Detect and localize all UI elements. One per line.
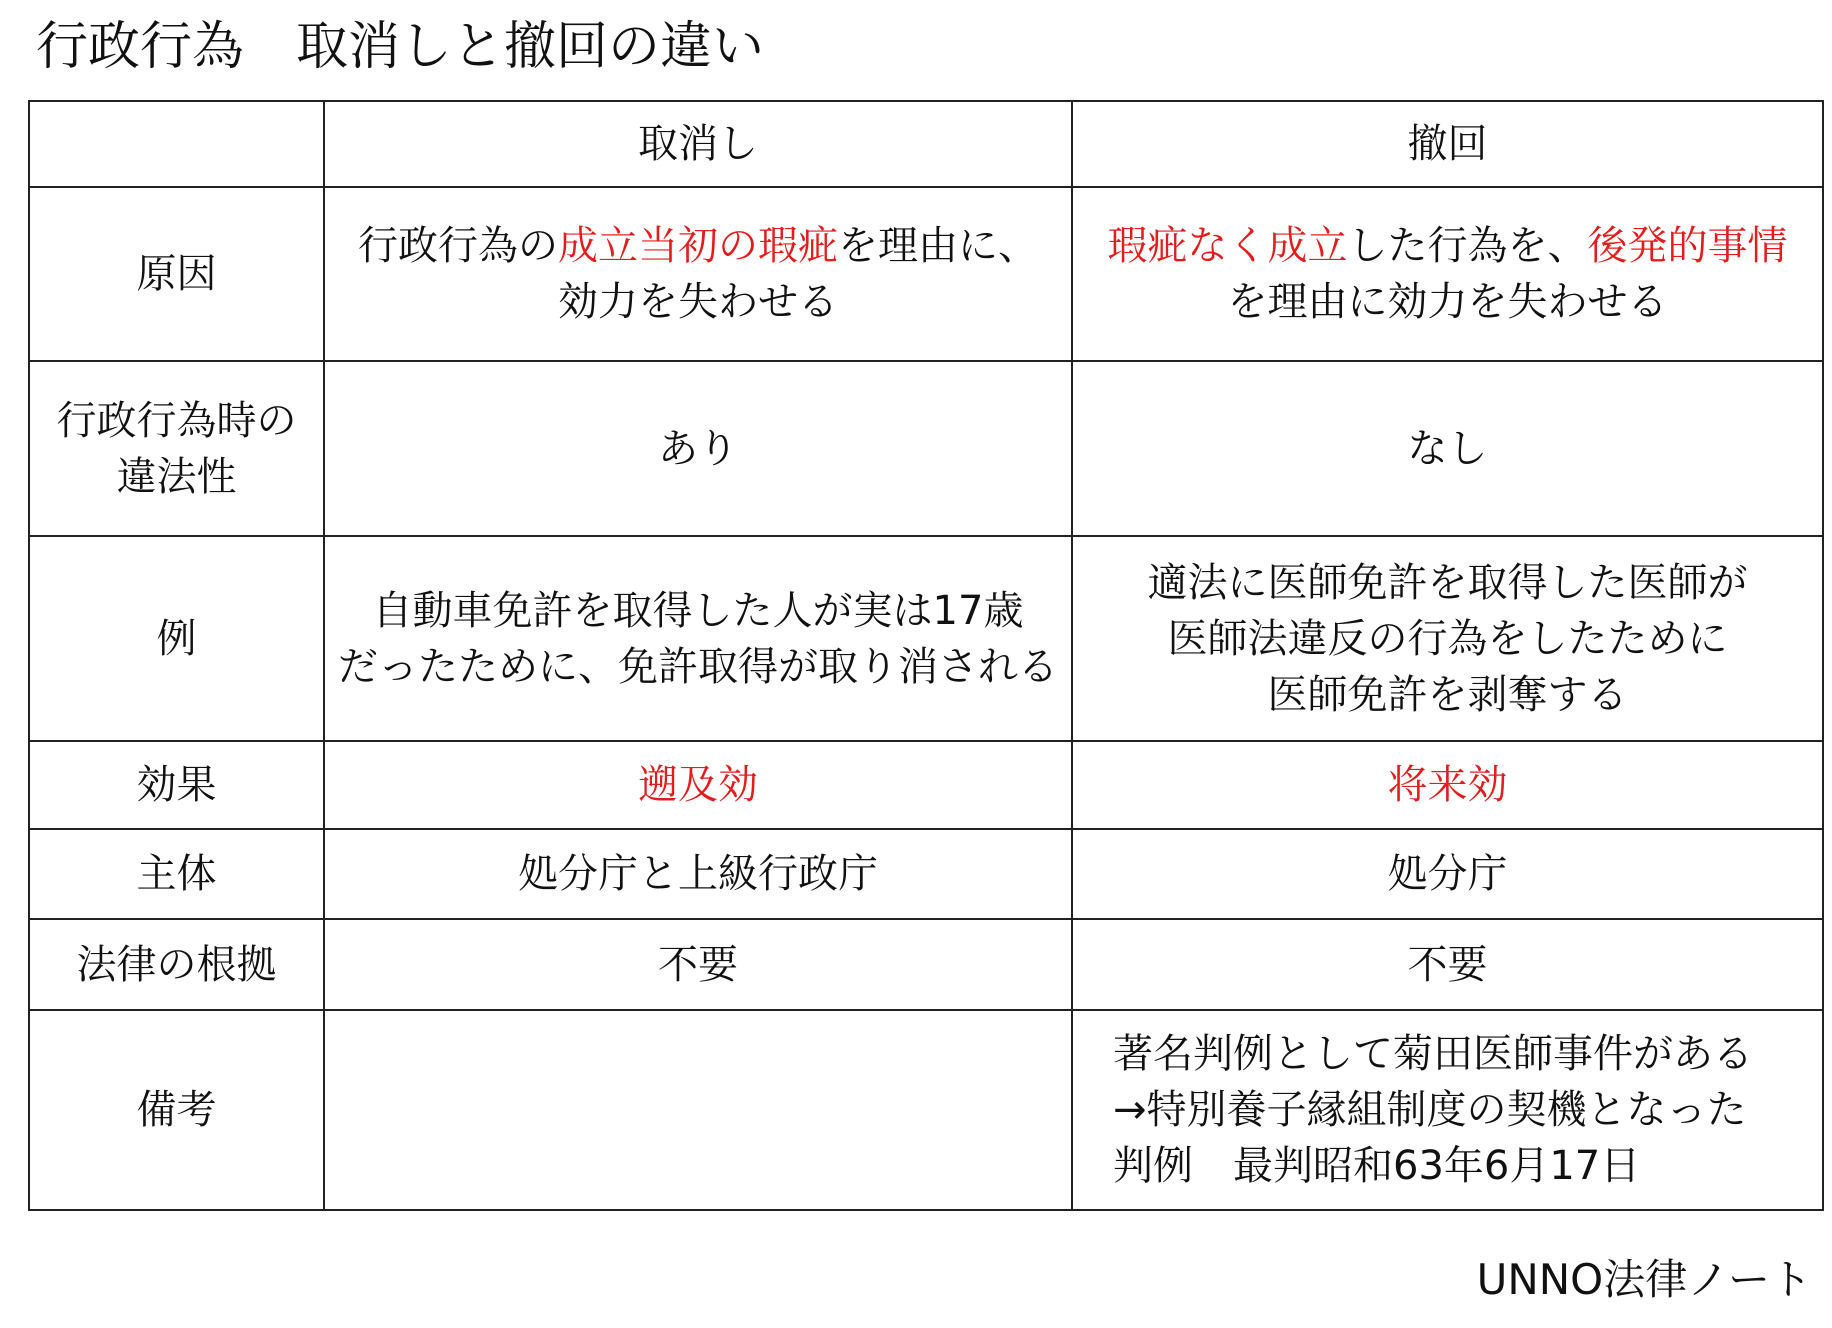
page-title: 行政行為 取消しと撤回の違い (36, 17, 765, 77)
example-line: 医師免許を剥奪する (1267, 671, 1628, 718)
remarks-tekkai-cell (1072, 1010, 1823, 1210)
effect-torikeshi: 遡及効 (324, 741, 1072, 829)
cause-tekkai-line2: を理由に効力を失わせる (1227, 279, 1668, 325)
comparison-table (28, 100, 1824, 1211)
footer-brand: UNNO法律ノート (1476, 1255, 1812, 1304)
row-label-effect: 効果 (29, 741, 324, 829)
remarks-line: 判例 最判昭和63年6月17日 (1113, 1143, 1641, 1189)
example-torikeshi-cell (324, 536, 1072, 741)
row-subject (29, 829, 1823, 919)
example-line: 自動車免許を取得した人が実は17歳 (372, 587, 1024, 634)
text-segment: 行政行為の (358, 223, 558, 269)
text-segment: した行為を、 (1347, 223, 1588, 269)
row-label-remarks: 備考 (29, 1010, 324, 1210)
cause-torikeshi-cell (324, 187, 1072, 361)
row-label-example: 例 (29, 536, 324, 741)
illegality-tekkai: なし (1072, 361, 1823, 536)
row-cause (29, 187, 1823, 361)
example-line: 適法に医師免許を取得した医師が (1147, 559, 1748, 606)
example-line: だったために、免許取得が取り消される (338, 643, 1058, 690)
cause-torikeshi-line1 (331, 218, 1065, 274)
row-label-line: 違法性 (116, 453, 237, 500)
cause-tekkai-line1 (1079, 218, 1816, 274)
subject-tekkai: 処分庁 (1072, 829, 1823, 919)
emphasis-text: 後発的事情 (1587, 223, 1788, 269)
row-effect (29, 741, 1823, 829)
row-label-legal-basis: 法律の根拠 (29, 919, 324, 1010)
legal-basis-torikeshi: 不要 (324, 919, 1072, 1010)
illegality-torikeshi: あり (324, 361, 1072, 536)
header-tekkai: 撤回 (1072, 101, 1823, 187)
example-tekkai-cell (1072, 536, 1823, 741)
row-legal-basis (29, 919, 1823, 1010)
effect-tekkai: 将来効 (1072, 741, 1823, 829)
row-label-line: 行政行為時の (56, 397, 297, 444)
header-empty-cell (29, 101, 324, 187)
row-illegality (29, 361, 1823, 536)
table-header-row (29, 101, 1823, 187)
emphasis-text: 成立当初の瑕疵 (558, 223, 838, 269)
remarks-line: →特別養子縁組制度の契機となった (1113, 1087, 1747, 1133)
cause-tekkai-cell (1072, 187, 1823, 361)
text-segment: を理由に、 (838, 223, 1038, 269)
example-line: 医師法違反の行為をしたために (1167, 615, 1728, 662)
header-torikeshi: 取消し (324, 101, 1072, 187)
emphasis-text: 瑕疵なく成立 (1107, 223, 1348, 269)
row-remarks (29, 1010, 1823, 1210)
remarks-torikeshi (324, 1010, 1072, 1210)
remarks-line: 著名判例として菊田医師事件がある (1113, 1031, 1753, 1077)
cause-torikeshi-line2: 効力を失わせる (558, 279, 838, 325)
row-example (29, 536, 1823, 741)
row-label-subject: 主体 (29, 829, 324, 919)
row-label-cause: 原因 (29, 187, 324, 361)
subject-torikeshi: 処分庁と上級行政庁 (324, 829, 1072, 919)
row-label-illegality (29, 361, 324, 536)
legal-basis-tekkai: 不要 (1072, 919, 1823, 1010)
